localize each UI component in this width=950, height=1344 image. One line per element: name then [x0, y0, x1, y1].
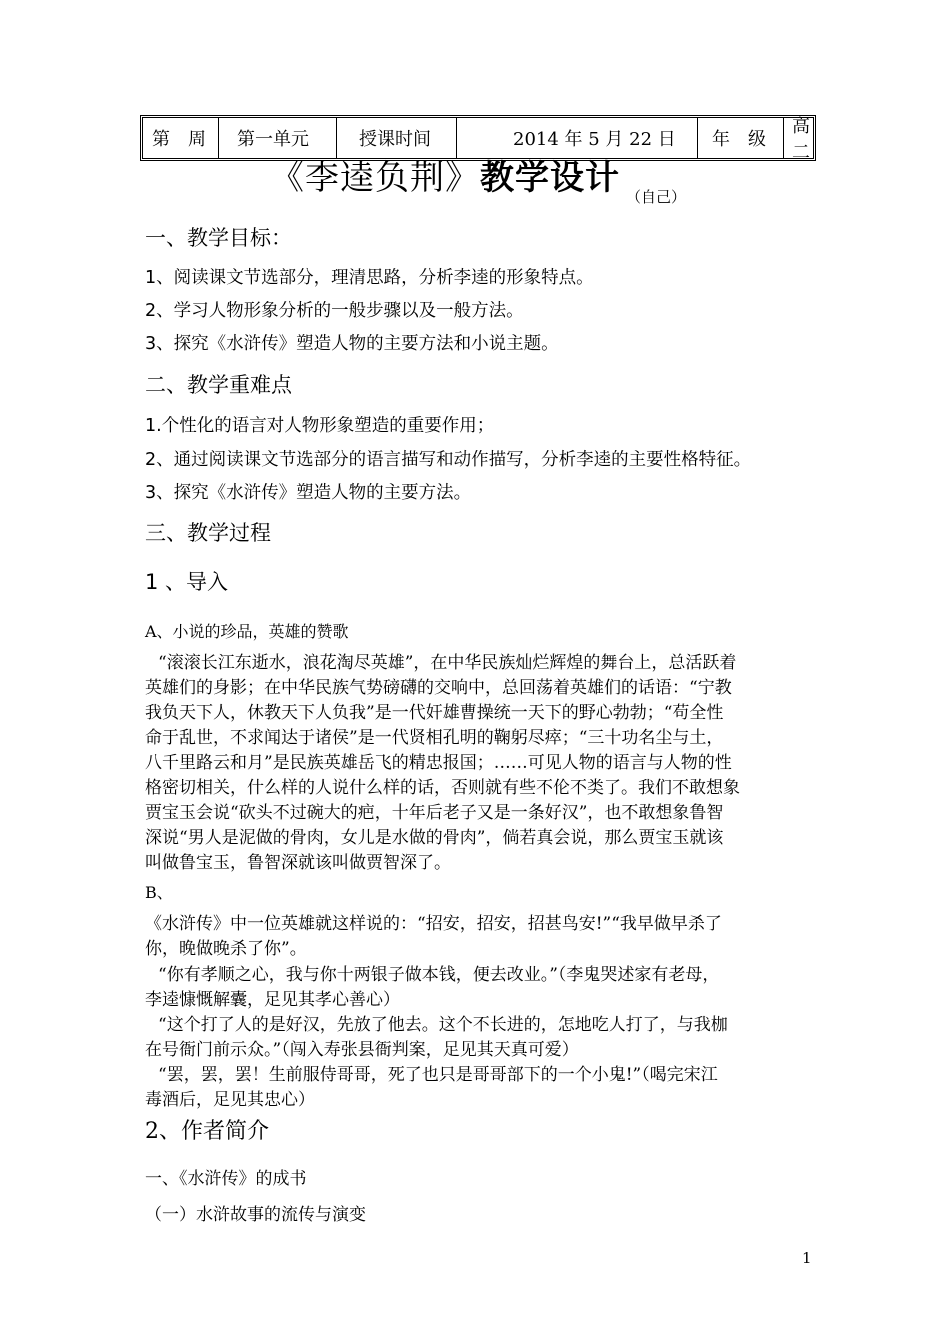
time-label: 授课时间	[359, 129, 431, 150]
grade-value: 高二	[792, 116, 810, 163]
key-point-item: 2、通过阅读课文节选部分的语言描写和动作描写，分析李逵的主要性格特征。	[145, 450, 752, 470]
para-a-line: 命于乱世，不求闻达于诸侯”是一代贤相孔明的鞠躬尽瘁；“三十功名尘与土，	[145, 728, 724, 748]
objective-item: 1、阅读课文节选部分，理清思路，分析李逵的形象特点。	[145, 268, 594, 288]
sub-c-heading: 一、《水浒传》的成书	[145, 1169, 307, 1189]
para-a-line: 格密切相关，什么样的人说什么样的话，否则就有些不伦不类了。我们不敢想象	[145, 778, 740, 798]
document-title: 《李逵负荆》教学设计	[270, 158, 620, 198]
grade-label: 年 级	[712, 129, 766, 150]
objectives-heading: 一、教学目标：	[145, 226, 292, 250]
para-b-line: “你有孝顺之心，我与你十两银子做本钱，便去改业。”（李鬼哭述家有老母，	[158, 965, 720, 985]
sub-b-heading: B、	[145, 883, 173, 902]
para-a-line: 八千里路云和月”是民族英雄岳飞的精忠报国；……可见人物的语言与人物的性	[145, 753, 732, 773]
para-b-line: 在号衙门前示众。”（闯入寿张县衙判案，足见其天真可爱）	[145, 1040, 579, 1060]
title-name: 李逵负荆	[305, 158, 445, 198]
date-value: 2014 年 5 月 22 日	[513, 129, 676, 150]
page-number: 1	[802, 1249, 812, 1267]
para-b-line: 你，晚做晚杀了你”。	[145, 939, 307, 959]
para-a-line: 英雄们的身影；在中华民族气势磅礴的交响中，总回荡着英雄们的话语：“宁教	[145, 678, 732, 698]
grade-label-cell	[698, 118, 784, 158]
step2-heading: 2、作者简介	[145, 1119, 269, 1144]
para-a-line: “滚滚长江东逝水，浪花淘尽英雄”，在中华民族灿烂辉煌的舞台上，总活跃着	[158, 653, 737, 673]
grade-cell	[784, 116, 813, 163]
step1-heading: 1 、导入	[145, 570, 229, 594]
key-point-item: 3、探究《水浒传》塑造人物的主要方法。	[145, 483, 472, 503]
title-note: （自己）	[626, 188, 687, 206]
title-rest: 教学设计	[480, 158, 620, 198]
para-a-line: 叫做鲁宝玉，鲁智深就该叫做贾智深了。	[145, 853, 451, 873]
para-b-line: “罢，罢，罢！生前服侍哥哥，死了也只是哥哥部下的一个小鬼!”（喝完宋江	[158, 1065, 718, 1085]
objective-item: 3、探究《水浒传》塑造人物的主要方法和小说主题。	[145, 334, 559, 354]
para-a-line: 贾宝玉会说“砍头不过碗大的疤，十年后老子又是一条好汉”，也不敢想象鲁智	[145, 803, 724, 823]
unit-value: 第一单元	[237, 129, 309, 150]
sub-a-heading: A、小说的珍品，英雄的赞歌	[145, 622, 349, 641]
objective-item: 2、学习人物形象分析的一般步骤以及一般方法。	[145, 301, 524, 321]
week-label: 第 周	[152, 129, 206, 150]
process-heading: 三、教学过程	[145, 521, 271, 545]
key-point-item: 1.个性化的语言对人物形象塑造的重要作用；	[145, 416, 495, 436]
para-b-line: “这个打了人的是好汉，先放了他去。这个不长进的，怎地吃人打了，与我枷	[158, 1015, 728, 1035]
sub-d-heading: （一）水浒故事的流传与演变	[145, 1205, 366, 1225]
week-cell	[143, 118, 219, 158]
para-b-line: 李逵慷慨解囊，足见其孝心善心）	[145, 990, 400, 1010]
para-b-line: 《水浒传》中一位英雄就这样说的：“招安，招安，招甚鸟安!”“我早做早杀了	[145, 914, 722, 934]
key-points-heading: 二、教学重难点	[145, 373, 292, 397]
para-a-line: 深说“男人是泥做的骨肉，女儿是水做的骨肉”，倘若真会说，那么贾宝玉就该	[145, 828, 724, 848]
para-b-line: 毒酒后，足见其忠心）	[145, 1090, 315, 1110]
para-a-line: 我负天下人，休教天下人负我”是一代奸雄曹操统一天下的野心勃勃；“苟全性	[145, 703, 724, 723]
